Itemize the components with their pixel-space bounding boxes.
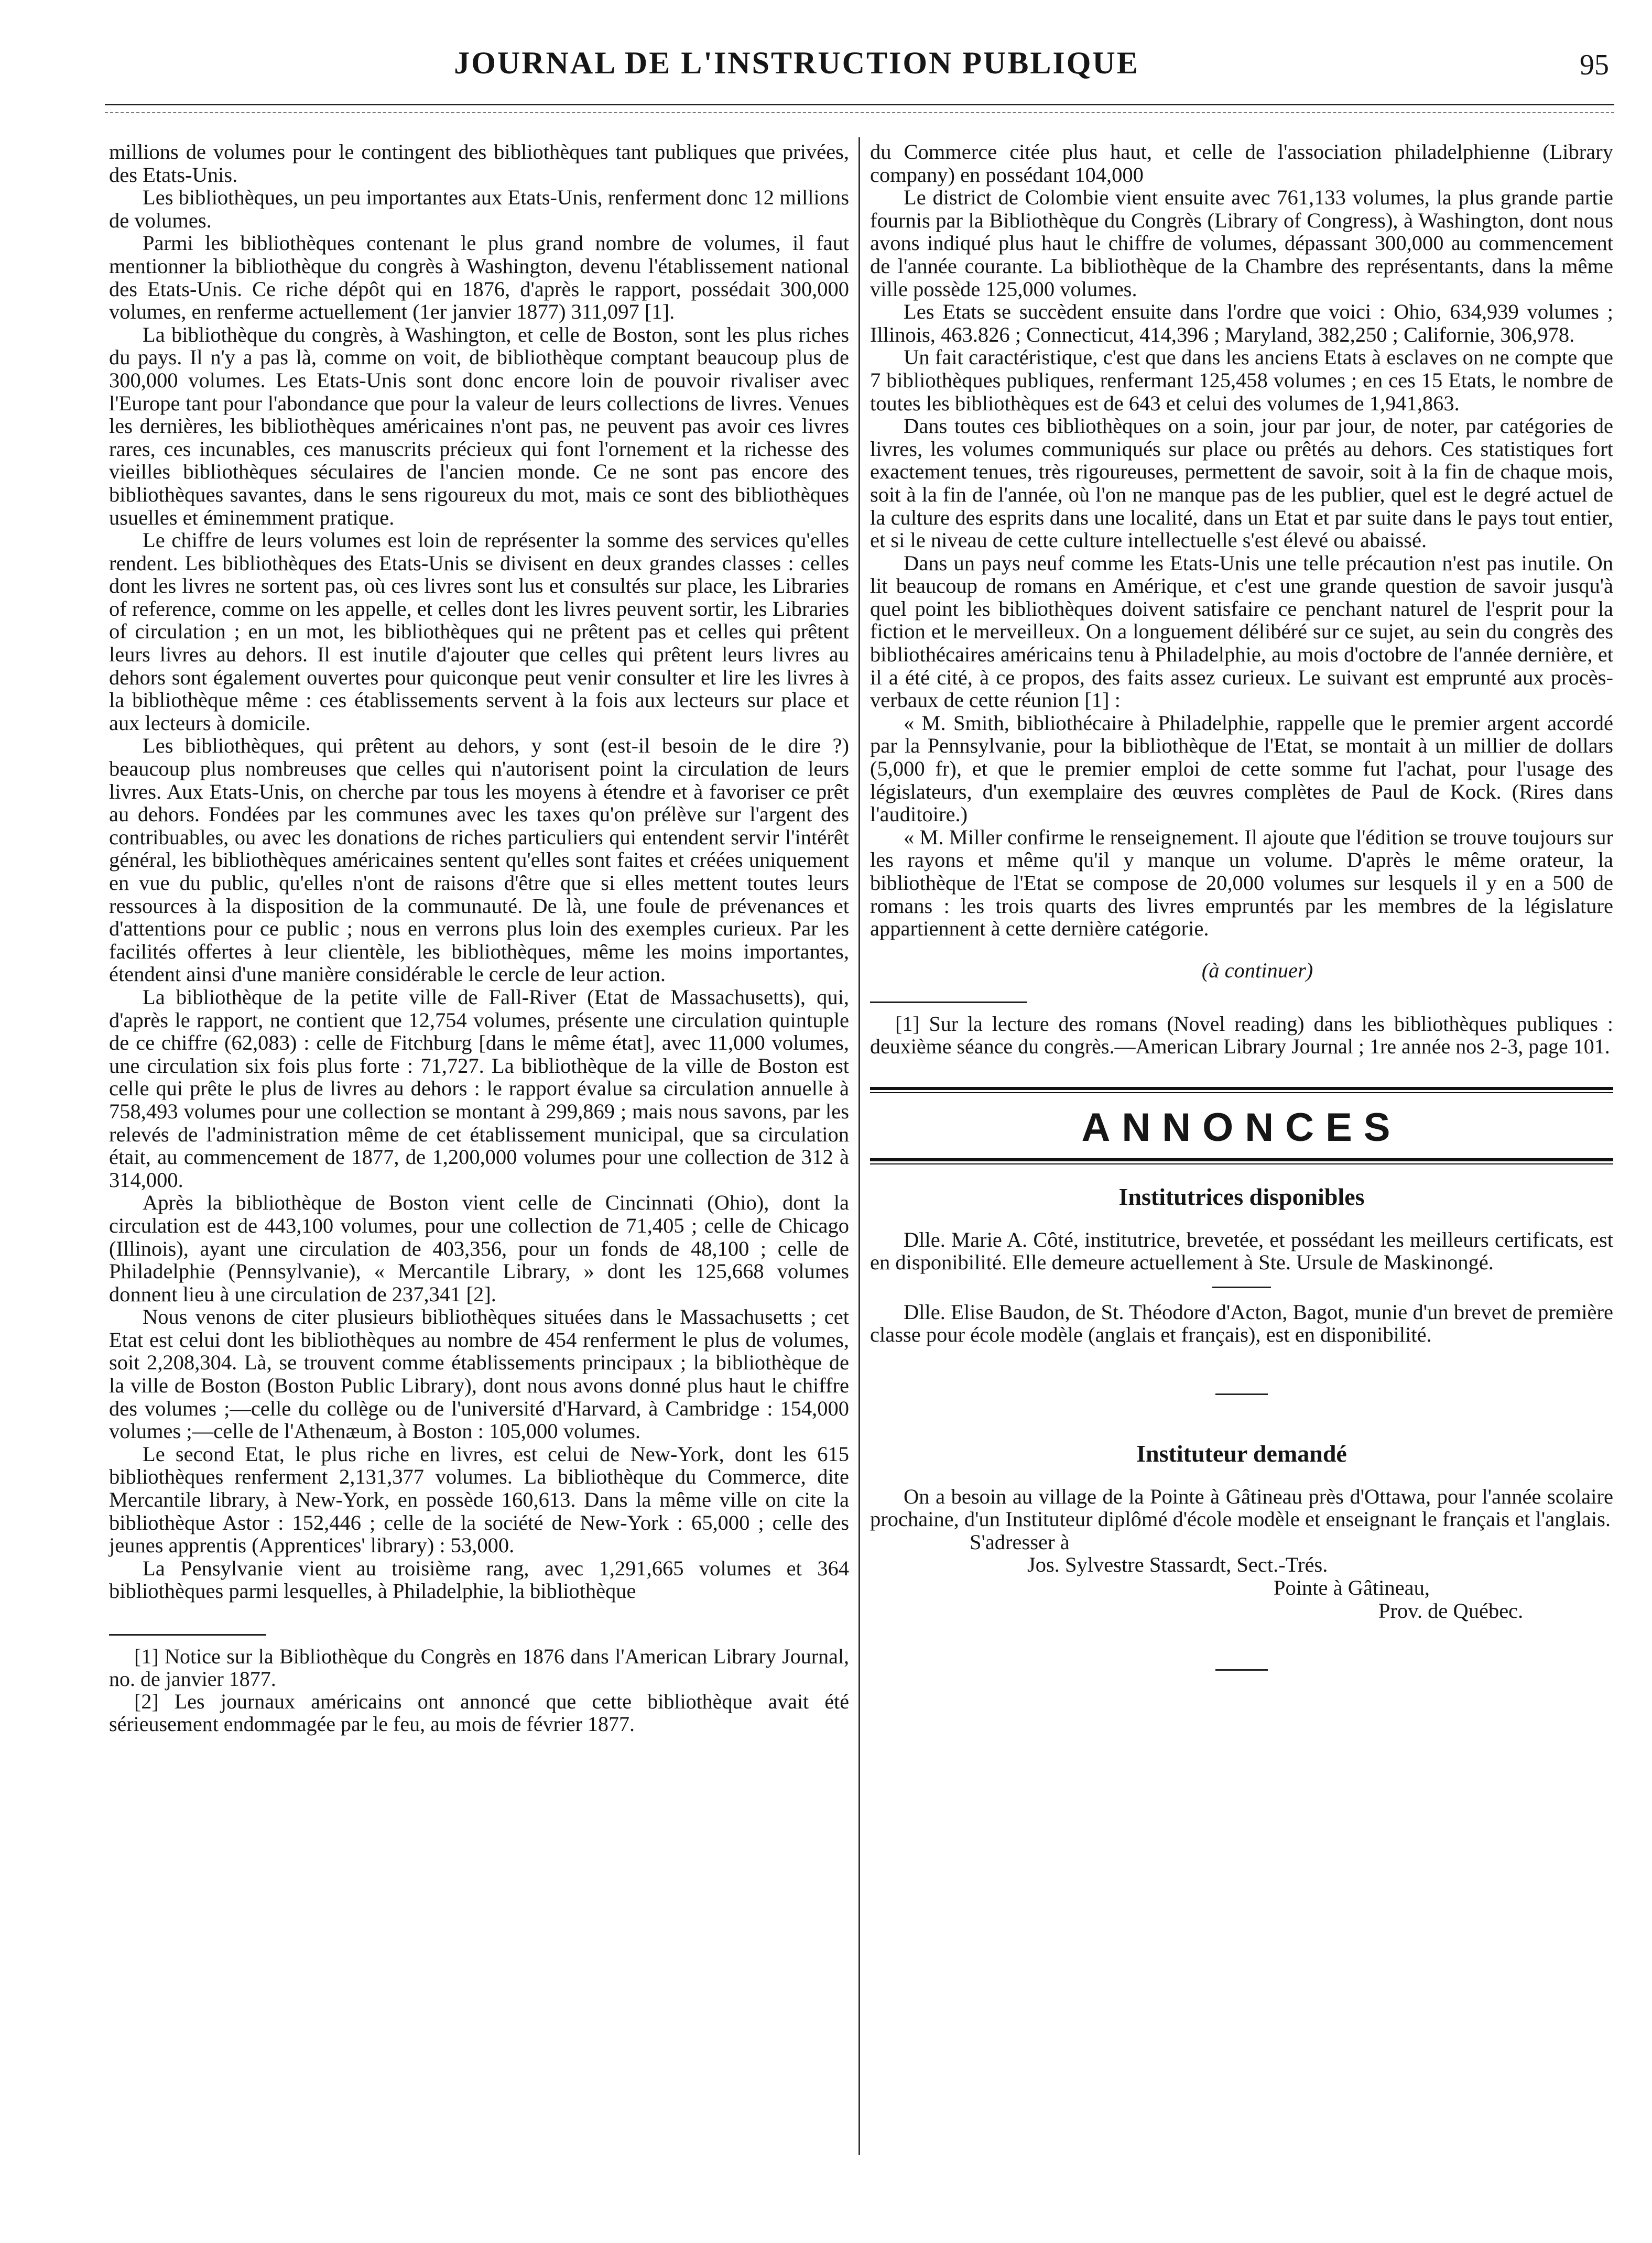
paragraph: millions de volumes pour le contingent des bibliothèques tant publiques que privées, des Etats-Unis. [109, 140, 849, 187]
annonces-rule-bottom [870, 1158, 1613, 1164]
column-divider [858, 137, 860, 2155]
announcement: Dlle. Marie A. Côté, institutrice, brevetée, et possédant les meilleurs certificats, est en disponibilité. Elle demeure actuellement à Ste. Ursule de Maskinongé. [870, 1227, 1613, 1275]
left-column [109, 140, 849, 1735]
footnote-rule [109, 1634, 266, 1636]
to-be-continued-note: (à continuer) [1201, 958, 1313, 982]
announcement: Dlle. Elise Baudon, de St. Théodore d'Acton, Bagot, munie d'un brevet de première classe pour école modèle (anglais et français), est en disponibilité. [870, 1300, 1613, 1347]
footnote-rule [870, 1001, 1027, 1003]
paragraph: Le chiffre de leurs volumes est loin de représenter la somme des services qu'elles rendent. Les bibliothèques des Etats-Unis se divisent en deux grandes classes : celles dont les livres ne sortent pas, où ces livres sont lus et consultés sur place, les Libraries of reference, comme on les appelle, et celles dont les livres peuvent sortir, les Libraries of circulation ; en un mot, les bibliothèques qui ne prêtent pas et celles qui prêtent leurs livres au dehors. Il est inutile d'ajouter que celles qui prêtent leurs livres au dehors sont également ouvertes pour quiconque peut venir consulter et lire les livres à la bibliothèque même : ces établissements servent à la fois aux lecteurs sur place et aux lecteurs à domicile. [109, 528, 849, 735]
paragraph: Après la bibliothèque de Boston vient celle de Cincinnati (Ohio), dont la circulation est de 443,100 volumes, pour une collection de 71,405 ; celle de Chicago (Illinois), ayant une circulation de 403,356, pour un fonds de 48,100 ; celle de Philadelphie (Pennsylvanie), « Mercantile Library, » dont les 125,668 volumes donnent lieu à une circulation de 237,341 [2]. [109, 1191, 849, 1306]
announcement: On a besoin au village de la Pointe à Gâtineau près d'Ottawa, pour l'année scolaire prochaine, d'un Instituteur diplômé d'école modèle et enseignant le français et l'anglais. [870, 1484, 1613, 1531]
signature-line: Jos. Sylvestre Stassardt, Sect.-Trés. [1027, 1553, 1328, 1577]
end-rule [1215, 1669, 1268, 1671]
paragraph: Les bibliothèques, un peu importantes aux Etats-Unis, renferment donc 12 millions de volumes. [109, 186, 849, 232]
paragraph: La bibliothèque du congrès, à Washington, et celle de Boston, sont les plus riches du pays. Il n'y a pas là, comme on voit, de bibliothèque comptant beaucoup plus de 300,000 volumes. Les Etats-Unis sont donc encore loin de pouvoir rivaliser avec l'Europe tant pour l'abondance que pour la valeur de leurs collections de livres. Venues les dernières, les bibliothèques américaines n'ont pas, ne peuvent pas avoir ces livres rares, ces incunables, ces manuscrits précieux qui font l'ornement et la richesse des vieilles bibliothèques séculaires de l'ancien monde. Ce ne sont pas encore des bibliothèques savantes, dans le sens rigoureux du mot, mais ce sont des bibliothèques usuelles et éminemment pratique. [109, 322, 849, 529]
footnote: [1] Sur la lecture des romans (Novel reading) dans les bibliothèques publiques : deuxième séance du congrès.—American Library Journal ; 1re année nos 2-3, page 101. [870, 1012, 1613, 1059]
running-header-title: JOURNAL DE L'INSTRUCTION PUBLIQUE [454, 46, 1139, 80]
right-column [870, 140, 1613, 1718]
paragraph: Dans toutes ces bibliothèques on a soin, jour par jour, de noter, par catégories de livres, les volumes communiqués sur place ou prêtés au dehors. Ces statistiques fort exactement tenues, très rigoureuses, permettent de savoir, soit à la fin de chaque mois, soit à la fin de l'année, où l'on ne manque pas de les publier, quel est le degré actuel de la culture des esprits dans une localité, dans un Etat et par suite dans le pays tout entier, et si le niveau de cette culture intellectuelle s'est élevé ou abaissé. [870, 414, 1613, 552]
footnote: [1] Notice sur la Bibliothèque du Congrès en 1876 dans l'American Library Journal, no. de janvier 1877. [109, 1645, 849, 1691]
paragraph: Dans un pays neuf comme les Etats-Unis une telle précaution n'est pas inutile. On lit beaucoup de romans en Amérique, et c'est une grande question de savoir jusqu'à quel point les bibliothèques doivent satisfaire ce penchant naturel de l'esprit pour la fiction et le merveilleux. On a longuement délibéré sur ce sujet, au sein du congrès des bibliothécaires américains tenu à Philadelphie, au mois d'octobre de l'année dernière, et il a été cité, à ce propos, des faits assez curieux. Le suivant est emprunté aux procès-verbaux de cette réunion [1] : [870, 551, 1613, 712]
paragraph: Le second Etat, le plus riche en livres, est celui de New-York, dont les 615 bibliothèques renferment 2,131,377 volumes. La bibliothèque du Commerce, dite Mercantile library, à New-York, en possède 160,613. Dans la même ville on cite la bibliothèque Astor : 152,446 ; celle de la société de New-York : 65,000 ; celle des jeunes apprentis (Apprentices' library) : 53,000. [109, 1442, 849, 1558]
signature-line: Prov. de Québec. [1378, 1598, 1524, 1623]
paragraph: Un fait caractéristique, c'est que dans les anciens Etats à esclaves on ne compte que 7 bibliothèques publiques, renfermant 125,458 volumes ; en ces 15 Etats, le nombre de toutes les bibliothèques est de 643 et celui des volumes de 1,941,863. [870, 345, 1613, 415]
footnote: [2] Les journaux américains ont annoncé que cette bibliothèque avait été sérieusement endommagée par le feu, au mois de février 1877. [109, 1690, 849, 1736]
section-heading-institutrices: Institutrices disponibles [1118, 1183, 1365, 1210]
page-number: 95 [1580, 49, 1609, 81]
paragraph: La bibliothèque de la petite ville de Fall-River (Etat de Massachusetts), qui, d'après le rapport, ne contient que 12,754 volumes, présente une circulation quintuple de ce chiffre (62,083) : celle de Fitchburg [dans le même état], avec 11,000 volumes, une circulation six fois plus forte : 71,727. La bibliothèque de la ville de Boston est celle qui prête le plus de livres au dehors : le rapport évalue sa circulation annuelle à 758,493 volumes pour une collection se montant à 299,869 ; mais nous savons, par les relevés de l'administration même de cet établissement municipal, que sa circulation était, au commencement de 1877, de 1,200,000 volumes pour une collection de 312 à 314,000. [109, 985, 849, 1192]
announcement-separator [1212, 1287, 1271, 1288]
paragraph: Le district de Colombie vient ensuite avec 761,133 volumes, la plus grande partie fournis par la Bibliothèque du Congrès (Library of Congress), à Washington, dont nous avons indiqué plus haut le chiffre de volumes, dépassant 300,000 au commencement de l'année courante. La bibliothèque de la Chambre des représentants, dans la même ville possède 125,000 volumes. [870, 186, 1613, 301]
quoted-paragraph: « M. Miller confirme le renseignement. Il ajoute que l'édition se trouve toujours sur les rayons et même qu'il y manque un volume. D'après le même orateur, la bibliothèque de l'Etat se compose de 20,000 volumes sur lesquels il y en a 500 de romans : les trois quarts des livres empruntés par les membres de la législature appartiennent à cette dernière catégorie. [870, 825, 1613, 941]
paragraph: Parmi les bibliothèques contenant le plus grand nombre de volumes, il faut mentionner la bibliothèque du congrès à Washington, devenu l'établissement national des Etats-Unis. Ce riche dépôt qui en 1876, d'après le rapport, possédait 300,000 volumes, en renferme actuellement (1er janvier 1877) 311,097 [1]. [109, 231, 849, 324]
header-rule [105, 104, 1614, 105]
section-heading-instituteur: Instituteur demandé [1136, 1440, 1347, 1467]
signature-line: S'adresser à [970, 1530, 1070, 1554]
quoted-paragraph: « M. Smith, bibliothécaire à Philadelphie, rappelle que le premier argent accordé par la Pennsylvanie, pour la bibliothèque de l'Etat, se montait à un millier de dollars (5,000 fr), et que le premier emploi de cette somme fut l'achat, pour l'usage des législateurs, d'un exemplaire des œuvres complètes de Paul de Kock. (Rires dans l'auditoire.) [870, 711, 1613, 826]
section-separator [1215, 1393, 1268, 1395]
paragraph: Les bibliothèques, qui prêtent au dehors, y sont (est-il besoin de le dire ?) beaucoup plus nombreuses que celles qui n'autorisent point la circulation de leurs livres. Aux Etats-Unis, on cherche par tous les moyens à étendre et à favoriser ce prêt au dehors. Fondées par les communes avec les taxes qu'on prélève sur l'argent des contribuables, ou avec les donations de riches particuliers qui entendent servir l'intérêt général, les bibliothèques américaines sentent qu'elles sont faites et créées uniquement en vue du public, qu'elles n'ont de raisons d'être que si elles mettent toutes leurs ressources à la disposition de la communauté. De là, une foule de prévenances et d'attentions pour ce public ; nous en verrons plus loin des exemples curieux. Par les facilités offertes à leur clientèle, les bibliothèques, même les moins importantes, étendent ainsi d'une manière considérable le cercle de leur action. [109, 734, 849, 986]
signature-line: Pointe à Gâtineau, [1274, 1575, 1430, 1599]
annonces-rule-top [870, 1087, 1613, 1093]
paragraph: Nous venons de citer plusieurs bibliothèques situées dans le Massachusetts ; cet Etat est celui dont les bibliothèques au nombre de 454 renferment le plus de volumes, soit 2,208,304. Là, se trouvent comme établissements principaux ; la bibliothèque de la ville de Boston (Boston Public Library), dont nous avons donné plus haut le chiffre des volumes ;—celle du collège ou de l'université d'Harvard, à Cambridge : 154,000 volumes ;—celle de l'Athenæum, à Boston : 105,000 volumes. [109, 1305, 849, 1443]
paragraph: du Commerce citée plus haut, et celle de l'association philadelphienne (Library company) en possédant 104,000 [870, 140, 1613, 187]
header-rule-dashed [105, 112, 1614, 113]
paragraph: Les Etats se succèdent ensuite dans l'ordre que voici : Ohio, 634,939 volumes ; Illinois, 463.826 ; Connecticut, 414,396 ; Maryland, 382,250 ; Californie, 306,978. [870, 300, 1613, 346]
paragraph: La Pensylvanie vient au troisième rang, avec 1,291,665 volumes et 364 bibliothèques parmi lesquelles, à Philadelphie, la bibliothèque [109, 1556, 849, 1603]
annonces-title: ANNONCES [1081, 1105, 1402, 1150]
